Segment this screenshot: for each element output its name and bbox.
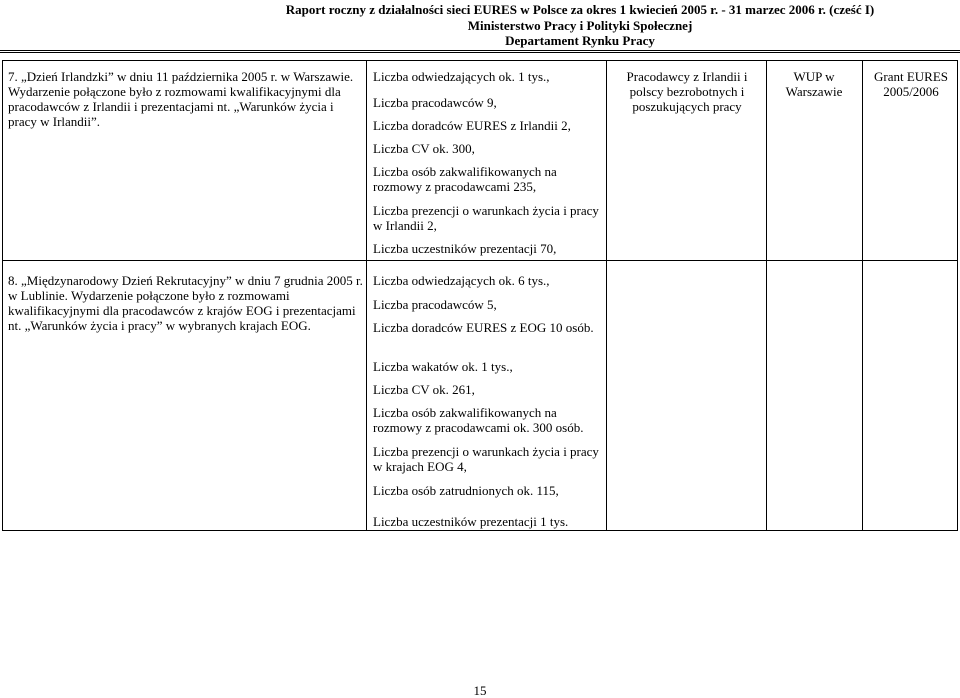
stat-item: Liczba odwiedzających ok. 1 tys.,: [373, 69, 550, 84]
stat-item: Liczba CV ok. 300,: [373, 141, 475, 156]
stat-item: Liczba doradców EURES z Irlandii 2,: [373, 118, 571, 133]
stat-item: Liczba prezencji o warunkach życia i pracy w krajach EOG 4,: [373, 444, 599, 474]
stat-item: Liczba uczestników prezentacji 1 tys.: [373, 514, 569, 529]
table-border-right: [957, 60, 958, 530]
event-description: 7. „Dzień Irlandzki” w dniu 11 października 2005 r. w Warszawie. Wydarzenie połączone było z rozmowami kwalifikacyjnymi dla pracodawców z Irlandii i prezentacjami nt. „Warunków życia i pracy w Irlandii”.: [8, 69, 354, 129]
ministry-name: Ministerstwo Pracy i Polityki Społecznej: [467, 18, 693, 33]
column-divider: [366, 60, 367, 530]
stat-item: Liczba doradców EURES z EOG 10 osób.: [373, 320, 594, 335]
organizer: WUP w Warszawie: [785, 69, 843, 99]
page-number: 15: [473, 683, 487, 698]
stat-item: Liczba odwiedzających ok. 6 tys.,: [373, 273, 550, 288]
stat-item: Liczba osób zatrudnionych ok. 115,: [373, 483, 559, 498]
table-border-left: [2, 60, 3, 530]
department-name: Departament Rynku Pracy: [505, 33, 655, 48]
header-rule-double: [0, 52, 960, 53]
event-description: 8. „Międzynarodowy Dzień Rekrutacyjny” w dniu 7 grudnia 2005 r. w Lublinie. Wydarzenie połączone było z rozmowami kwalifikacyjnymi dla pracodawców z krajów EOG i prezentacjami nt. „Warunków życia i pracy” w wybranych krajach EOG.: [8, 273, 363, 333]
funding-source: Grant EURES 2005/2006: [873, 69, 949, 99]
table-border-bottom: [2, 530, 958, 531]
column-divider: [766, 60, 767, 530]
column-divider: [606, 60, 607, 530]
stat-item: Liczba wakatów ok. 1 tys.,: [373, 359, 513, 374]
stat-item: Liczba pracodawców 5,: [373, 297, 497, 312]
stat-item: Liczba osób zakwalifikowanych na rozmowy z pracodawcami 235,: [373, 164, 557, 194]
stat-item: Liczba uczestników prezentacji 70,: [373, 241, 557, 256]
stat-item: Liczba pracodawców 9,: [373, 95, 497, 110]
column-divider: [862, 60, 863, 530]
report-title: Raport roczny z działalności sieci EURES w Polsce za okres 1 kwiecień 2005 r. - 31 marzec 2006 r. (cześć I): [285, 2, 875, 17]
header-rule: [0, 50, 960, 51]
stat-item: Liczba osób zakwalifikowanych na rozmowy z pracodawcami ok. 300 osób.: [373, 405, 584, 435]
participants: Pracodawcy z Irlandii i polscy bezrobotnych i poszukujących pracy: [626, 69, 748, 114]
stat-item: Liczba prezencji o warunkach życia i pracy w Irlandii 2,: [373, 203, 599, 233]
row-divider: [2, 260, 958, 261]
stat-item: Liczba CV ok. 261,: [373, 382, 475, 397]
table-border-top: [2, 60, 958, 61]
